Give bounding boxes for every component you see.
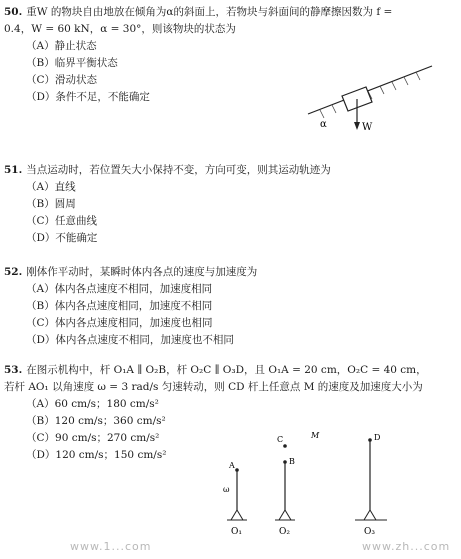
- label-d: D: [374, 433, 381, 442]
- joint-c: [283, 444, 287, 448]
- option-a: （A）静止状态: [26, 40, 97, 52]
- alpha-label: α: [320, 119, 327, 130]
- weight-arrowhead: [354, 122, 360, 130]
- question-stem: [4, 162, 331, 179]
- option-c: （C）90 cm/s；270 cm/s²: [26, 432, 160, 444]
- question-text: 刚体作平动时，某瞬时体内各点的速度与加速度为: [26, 266, 258, 278]
- pivot-o3: [355, 510, 387, 520]
- label-omega: ω: [223, 485, 230, 494]
- question-text: 重W 的物块自由地放在倾角为α的斜面上，若物块与斜面间的静摩擦因数为 f = 0.4，W = 60 kN，α = 30°，则该物块的状态为: [4, 6, 393, 35]
- question-text: 在图示机构中，杆 O₁A ∥ O₂B，杆 O₂C ∥ O₃D，且 O₁A = 20 cm，O₂C = 40 cm，若杆 AO₁ 以角速度 ω = 3 rad/s 匀速转动，则 CD 杆上任意点 M 的速度及加速度大小为: [4, 364, 427, 393]
- question-number: 52.: [4, 266, 23, 278]
- option-b: （B）圆周: [26, 198, 76, 210]
- linkage-figure: [215, 430, 415, 540]
- pivot-o2: [275, 510, 295, 520]
- joint-d: [368, 438, 372, 442]
- question-stem: [4, 4, 419, 38]
- joint-b: [283, 460, 287, 464]
- question-number: 51.: [4, 164, 23, 176]
- option-d: （D）不能确定: [26, 232, 98, 244]
- label-o2: O₂: [279, 527, 290, 537]
- pivot-o1: [227, 510, 247, 520]
- label-o3: O₃: [364, 527, 375, 537]
- incline-surface: [308, 66, 432, 114]
- label-a: A: [229, 461, 235, 470]
- watermark-right: www.zh...com: [362, 540, 451, 553]
- joint-a: [235, 468, 239, 472]
- question-number: 53.: [4, 364, 23, 376]
- question-text: 当点运动时，若位置矢大小保持不变，方向可变，则其运动轨迹为: [26, 164, 331, 176]
- incline-hatching: [320, 72, 420, 118]
- question-52: [4, 264, 257, 349]
- question-51: [4, 162, 331, 247]
- option-c: （C）滑动状态: [26, 74, 98, 86]
- question-number: 50.: [4, 6, 23, 18]
- question-stem: [4, 362, 434, 396]
- option-b: （B）临界平衡状态: [26, 57, 118, 69]
- option-b: （B）120 cm/s；360 cm/s²: [26, 415, 166, 427]
- option-d: （D）120 cm/s；150 cm/s²: [26, 449, 167, 461]
- label-m: M: [311, 431, 320, 440]
- question-stem: [4, 264, 257, 281]
- option-a: （A）直线: [26, 181, 76, 193]
- label-b: B: [289, 457, 295, 466]
- option-a: （A）60 cm/s；180 cm/s²: [26, 398, 159, 410]
- label-o1: O₁: [231, 527, 242, 537]
- label-c: C: [277, 435, 284, 444]
- weight-label: W: [362, 122, 373, 133]
- option-c: （C）体内各点速度相同，加速度也相同: [26, 317, 213, 329]
- option-b: （B）体内各点速度相同，加速度不相同: [26, 300, 213, 312]
- watermark-left: www.1...com: [70, 540, 152, 553]
- incline-figure: [300, 52, 440, 137]
- option-d: （D）体内各点速度不相同，加速度也不相同: [26, 334, 234, 346]
- option-c: （C）任意曲线: [26, 215, 98, 227]
- option-a: （A）体内各点速度不相同，加速度相同: [26, 283, 213, 295]
- option-d: （D）条件不足，不能确定: [26, 91, 150, 103]
